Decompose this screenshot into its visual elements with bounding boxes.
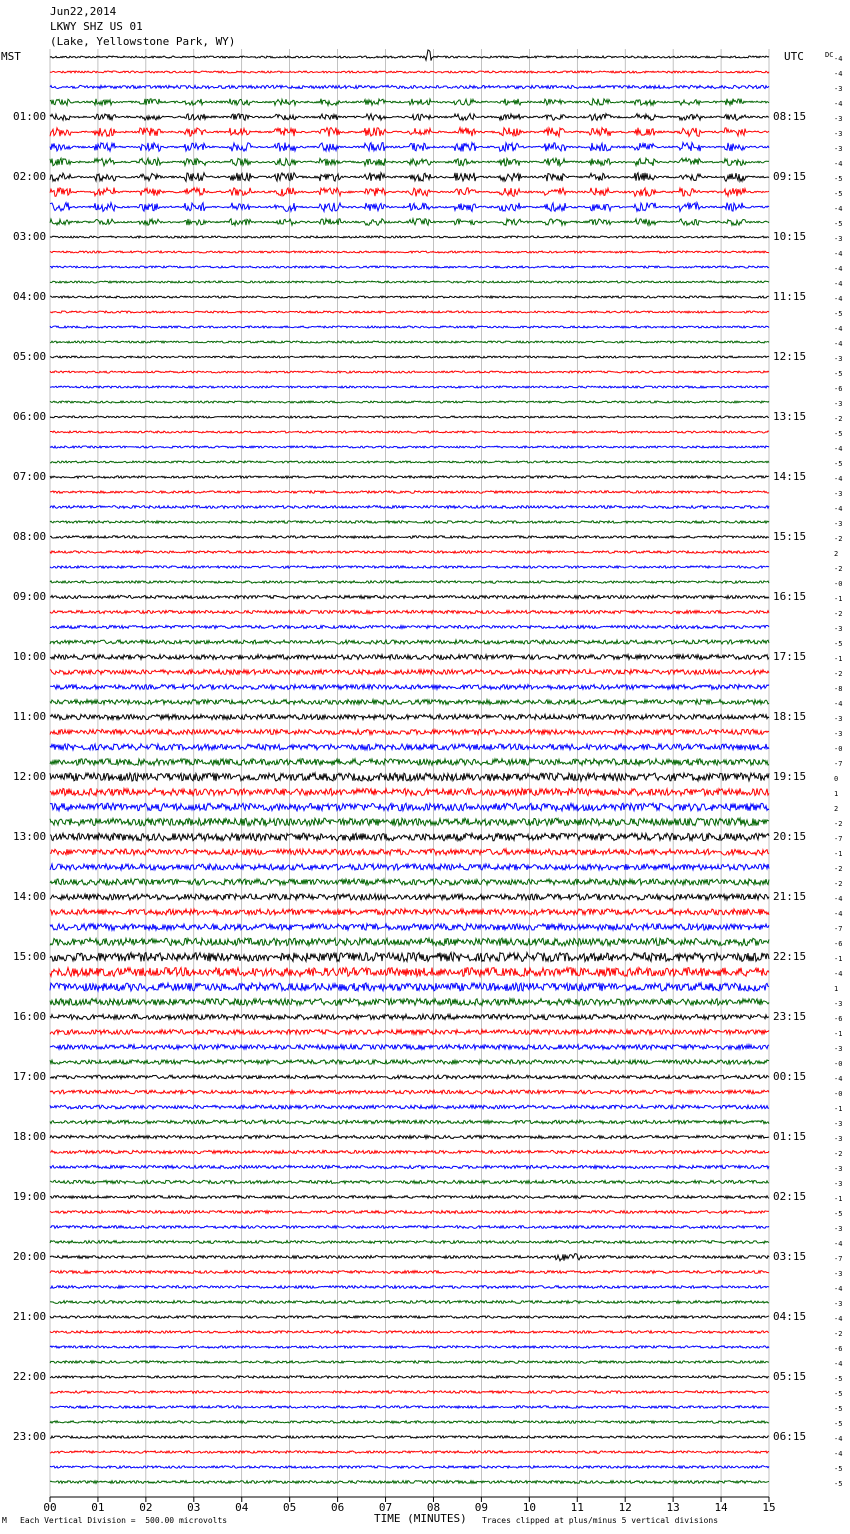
trace-row	[50, 188, 769, 197]
dc-offset-label: -4	[834, 265, 843, 273]
mst-hour-label: 02:00	[13, 170, 47, 183]
dc-offset-label: -2	[834, 415, 843, 423]
dc-offset-label: 2	[834, 550, 839, 558]
trace-row	[50, 1466, 769, 1468]
trace-row	[50, 85, 769, 88]
trace-row	[50, 356, 769, 358]
trace-row	[50, 1045, 769, 1050]
dc-offset-label: -5	[834, 190, 843, 198]
trace-row	[50, 251, 769, 253]
dc-offset-label: 1	[834, 985, 839, 993]
trace-row	[50, 311, 769, 313]
trace-row	[50, 714, 769, 719]
dc-offset-label: -4	[834, 910, 843, 918]
dc-offset-label: -5	[834, 640, 843, 648]
utc-hour-label: 20:15	[773, 830, 807, 843]
trace-row	[50, 1254, 769, 1261]
trace-row	[50, 1135, 769, 1138]
dc-offset-label: -3	[834, 235, 843, 243]
utc-hour-label: 16:15	[773, 590, 807, 603]
x-tick-label: 09	[474, 1501, 489, 1514]
dc-offset-label: -0	[834, 580, 843, 588]
dc-offset-label: -6	[834, 940, 843, 948]
trace-row	[50, 1196, 769, 1199]
mst-hour-label: 09:00	[13, 590, 47, 603]
trace-row	[50, 386, 769, 388]
x-tick-label: 10	[522, 1501, 536, 1514]
dc-offset-label: -4	[834, 205, 843, 213]
dc-offset-label: -4	[834, 340, 843, 348]
utc-hour-label: 05:15	[773, 1370, 807, 1383]
mst-hour-label: 07:00	[13, 470, 47, 483]
trace-row	[50, 536, 769, 538]
trace-row	[50, 401, 769, 403]
x-tick-label: 07	[378, 1501, 393, 1514]
x-tick-label: 13	[666, 1501, 680, 1514]
x-tick-label: 08	[426, 1501, 441, 1514]
x-tick-label: 11	[570, 1501, 584, 1514]
dc-label: DC	[825, 51, 834, 59]
dc-offset-label: -5	[834, 1465, 843, 1473]
trace-row	[50, 371, 769, 373]
trace-row	[50, 143, 769, 152]
trace-row	[50, 1301, 769, 1304]
dc-offset-label: -4	[834, 1075, 843, 1083]
dc-offset-label: -4	[834, 160, 843, 168]
trace-row	[50, 296, 769, 298]
dc-offset-label: -3	[834, 1135, 843, 1143]
station-code: LKWY SHZ US 01	[50, 20, 143, 33]
x-tick-label: 06	[330, 1501, 345, 1514]
trace-row	[50, 968, 769, 977]
trace-row	[50, 1060, 769, 1064]
trace-row	[50, 1241, 769, 1244]
mst-hour-label: 11:00	[13, 710, 47, 723]
dc-offset-label: -3	[834, 1120, 843, 1128]
trace-row	[50, 1286, 769, 1289]
dc-offset-label: -5	[834, 1210, 843, 1218]
dc-offset-label: -2	[834, 865, 843, 873]
trace-row	[50, 833, 769, 841]
x-tick-label: 05	[283, 1501, 297, 1514]
trace-row	[50, 99, 769, 106]
trace-row	[50, 1451, 769, 1453]
trace-row	[50, 341, 769, 343]
utc-hour-label: 12:15	[773, 350, 807, 363]
trace-row	[50, 700, 769, 705]
station-location: (Lake, Yellowstone Park, WY)	[50, 35, 236, 48]
x-tick-label: 04	[235, 1501, 249, 1514]
trace-row	[50, 1361, 769, 1363]
mst-hour-label: 10:00	[13, 650, 47, 663]
dc-offset-label: -2	[834, 880, 843, 888]
mst-zone-label: MST	[1, 50, 21, 63]
dc-offset-label: -3	[834, 130, 843, 138]
dc-offset-label: -4	[834, 1285, 843, 1293]
dc-offset-label: -5	[834, 220, 843, 228]
trace-row	[50, 266, 769, 268]
dc-offset-label: -5	[834, 460, 843, 468]
dc-offset-label: -3	[834, 520, 843, 528]
dc-offset-label: -0	[834, 1060, 843, 1068]
scale-text: Each Vertical Division = 500.00 microvolts	[20, 1516, 228, 1525]
dc-offset-label: -5	[834, 1420, 843, 1428]
trace-row	[50, 879, 769, 885]
dc-offset-label: -4	[834, 100, 843, 108]
dc-offset-label: -7	[834, 760, 843, 768]
trace-row	[50, 158, 769, 166]
mst-hour-label: 20:00	[13, 1250, 47, 1263]
dc-offset-label: -3	[834, 1300, 843, 1308]
trace-row	[50, 326, 769, 328]
trace-row	[50, 999, 769, 1006]
dc-offset-label: -4	[834, 445, 843, 453]
utc-hour-label: 09:15	[773, 170, 807, 183]
mst-hour-label: 19:00	[13, 1190, 47, 1203]
chart-date: Jun22,2014	[50, 5, 117, 18]
trace-row	[50, 1090, 769, 1094]
dc-offset-label: -5	[834, 310, 843, 318]
dc-offset-label: -4	[834, 895, 843, 903]
dc-offset-label: -5	[834, 1375, 843, 1383]
scale-mark: M	[2, 1516, 7, 1525]
mst-hour-label: 06:00	[13, 410, 47, 423]
dc-offset-label: -5	[834, 370, 843, 378]
utc-hour-label: 08:15	[773, 110, 807, 123]
trace-row	[50, 1346, 769, 1348]
trace-row	[50, 1075, 769, 1079]
trace-row	[50, 114, 769, 121]
dc-offset-label: -1	[834, 955, 843, 963]
trace-row	[50, 476, 769, 478]
dc-offset-label: -4	[834, 1360, 843, 1368]
dc-offset-label: -2	[834, 610, 843, 618]
dc-offset-label: -3	[834, 400, 843, 408]
utc-hour-label: 18:15	[773, 710, 807, 723]
mst-hour-label: 04:00	[13, 290, 47, 303]
dc-offset-label: 0	[834, 775, 839, 783]
dc-offset-label: -4	[834, 1315, 843, 1323]
trace-row	[50, 491, 769, 493]
x-tick-label: 01	[91, 1501, 105, 1514]
dc-offset-label: -4	[834, 1450, 843, 1458]
utc-hour-label: 19:15	[773, 770, 807, 783]
mst-hour-label: 16:00	[13, 1010, 47, 1023]
trace-row	[50, 1421, 769, 1423]
trace-row	[50, 1481, 769, 1484]
dc-offset-label: -3	[834, 1000, 843, 1008]
dc-offset-label: -3	[834, 715, 843, 723]
utc-hour-label: 06:15	[773, 1430, 807, 1443]
mst-hour-label: 15:00	[13, 950, 47, 963]
trace-row	[50, 670, 769, 675]
dc-offset-label: -5	[834, 430, 843, 438]
seismic-traces	[50, 50, 769, 1483]
dc-offset-label: -3	[834, 1225, 843, 1233]
trace-row	[50, 938, 769, 946]
dc-offset-label: -1	[834, 1195, 843, 1203]
dc-offset-label: -3	[834, 490, 843, 498]
dc-offset-label: 1	[834, 790, 839, 798]
trace-row	[50, 1165, 769, 1168]
trace-row	[50, 595, 769, 598]
dc-offset-label: -2	[834, 670, 843, 678]
dc-offset-label: -4	[834, 475, 843, 483]
mst-hour-label: 21:00	[13, 1310, 47, 1323]
dc-offset-label: -0	[834, 1090, 843, 1098]
trace-row	[50, 759, 769, 765]
trace-row	[50, 803, 769, 811]
trace-row	[50, 461, 769, 463]
utc-hour-label: 13:15	[773, 410, 807, 423]
trace-row	[50, 685, 769, 690]
dc-offset-label: 2	[834, 805, 839, 813]
dc-offset-label: -3	[834, 1180, 843, 1188]
mst-hour-label: 18:00	[13, 1130, 47, 1143]
dc-offset-label: -6	[834, 1345, 843, 1353]
trace-row	[50, 521, 769, 523]
trace-row	[50, 1436, 769, 1438]
dc-offset-label: -6	[834, 385, 843, 393]
dc-offset-label: -3	[834, 1045, 843, 1053]
dc-offset-label: -7	[834, 835, 843, 843]
x-tick-label: 03	[187, 1501, 201, 1514]
dc-offset-label: -6	[834, 1015, 843, 1023]
dc-offset-label: -2	[834, 1150, 843, 1158]
trace-row	[50, 1014, 769, 1019]
trace-row	[50, 1120, 769, 1124]
dc-offset-label: -5	[834, 175, 843, 183]
utc-hour-label: 22:15	[773, 950, 807, 963]
utc-hour-label: 15:15	[773, 530, 807, 543]
trace-row	[50, 894, 769, 900]
trace-row	[50, 1150, 769, 1153]
trace-row	[50, 1316, 769, 1318]
x-axis-title: TIME (MINUTES)	[374, 1512, 467, 1525]
x-tick-label: 12	[618, 1501, 632, 1514]
dc-offset-label: -3	[834, 625, 843, 633]
trace-row	[50, 1271, 769, 1274]
trace-row	[50, 924, 769, 930]
trace-row	[50, 219, 769, 226]
trace-row	[50, 431, 769, 433]
dc-offset-label: -4	[834, 1435, 843, 1443]
dc-offset-label: -2	[834, 1330, 843, 1338]
dc-offset-label: -3	[834, 1270, 843, 1278]
dc-offset-label: -0	[834, 745, 843, 753]
mst-hour-label: 01:00	[13, 110, 47, 123]
dc-offset-label: -7	[834, 925, 843, 933]
trace-row	[50, 128, 769, 137]
utc-hour-label: 11:15	[773, 290, 807, 303]
trace-row	[50, 818, 769, 826]
mst-hour-label: 23:00	[13, 1430, 47, 1443]
dc-offset-label: -4	[834, 250, 843, 258]
trace-row	[50, 849, 769, 855]
trace-row	[50, 1105, 769, 1109]
trace-row	[50, 655, 769, 660]
trace-row	[50, 625, 769, 628]
dc-offset-label: -1	[834, 655, 843, 663]
dc-offset-label: -4	[834, 700, 843, 708]
utc-hour-label: 00:15	[773, 1070, 807, 1083]
x-tick-label: 00	[43, 1501, 57, 1514]
trace-row	[50, 953, 769, 962]
trace-row	[50, 640, 769, 644]
trace-row	[50, 610, 769, 613]
utc-hour-label: 17:15	[773, 650, 807, 663]
trace-row	[50, 1391, 769, 1393]
dc-offset-label: -3	[834, 145, 843, 153]
dc-offset-label: -2	[834, 535, 843, 543]
dc-offset-label: -3	[834, 1165, 843, 1173]
dc-offset-label: -3	[834, 115, 843, 123]
mst-hour-label: 14:00	[13, 890, 47, 903]
dc-offset-label: -1	[834, 595, 843, 603]
utc-hour-label: 21:15	[773, 890, 807, 903]
trace-row	[50, 1226, 769, 1229]
trace-row	[50, 1376, 769, 1378]
x-tick-label: 15	[762, 1501, 776, 1514]
trace-row	[50, 983, 769, 991]
trace-row	[50, 416, 769, 418]
trace-row	[50, 203, 769, 212]
dc-offset-label: -3	[834, 85, 843, 93]
dc-offset-label: -7	[834, 1255, 843, 1263]
dc-offset-label: -8	[834, 685, 843, 693]
dc-offset-label: -4	[834, 325, 843, 333]
x-tick-label: 14	[714, 1501, 728, 1514]
trace-row	[50, 909, 769, 915]
trace-row	[50, 50, 769, 61]
utc-hour-label: 01:15	[773, 1130, 807, 1143]
dc-offset-label: -3	[834, 355, 843, 363]
mst-hour-label: 12:00	[13, 770, 47, 783]
utc-zone-label: UTC	[784, 50, 804, 63]
trace-row	[50, 864, 769, 870]
trace-row	[50, 506, 769, 509]
dc-offset-label: -4	[834, 295, 843, 303]
trace-row	[50, 1180, 769, 1183]
trace-row	[50, 236, 769, 238]
trace-row	[50, 71, 769, 73]
trace-row	[50, 773, 769, 781]
trace-row	[50, 744, 769, 750]
dc-offset-label: -4	[834, 505, 843, 513]
utc-hour-label: 10:15	[773, 230, 807, 243]
dc-offset-label: -3	[834, 730, 843, 738]
dc-offset-label: -2	[834, 820, 843, 828]
trace-row	[50, 581, 769, 583]
mst-hour-label: 13:00	[13, 830, 47, 843]
clip-note: Traces clipped at plus/minus 5 vertical divisions	[482, 1516, 719, 1525]
dc-offset-label: -1	[834, 1030, 843, 1038]
trace-row	[50, 446, 769, 448]
utc-hour-label: 03:15	[773, 1250, 807, 1263]
utc-hour-label: 14:15	[773, 470, 807, 483]
dc-offset-label: -4	[834, 70, 843, 78]
utc-hour-label: 23:15	[773, 1010, 807, 1023]
mst-hour-label: 08:00	[13, 530, 47, 543]
utc-hour-label: 02:15	[773, 1190, 807, 1203]
utc-hour-label: 04:15	[773, 1310, 807, 1323]
mst-hour-label: 03:00	[13, 230, 47, 243]
dc-offset-label: -4	[834, 1240, 843, 1248]
trace-row	[50, 173, 769, 182]
trace-row	[50, 566, 769, 568]
mst-hour-label: 05:00	[13, 350, 47, 363]
trace-row	[50, 729, 769, 734]
x-tick-label: 02	[139, 1501, 153, 1514]
mst-hour-label: 17:00	[13, 1070, 47, 1083]
trace-row	[50, 788, 769, 795]
dc-offset-label: -5	[834, 1390, 843, 1398]
dc-offset-label: -1	[834, 850, 843, 858]
trace-row	[50, 1331, 769, 1333]
trace-row	[50, 1406, 769, 1408]
dc-offset-label: -2	[834, 565, 843, 573]
trace-row	[50, 551, 769, 553]
trace-row	[50, 1211, 769, 1214]
mst-hour-label: 22:00	[13, 1370, 47, 1383]
dc-offset-label: -4	[834, 280, 843, 288]
dc-offset-label: -4	[834, 970, 843, 978]
trace-row	[50, 1030, 769, 1035]
dc-offset-label: -5	[834, 1480, 843, 1488]
dc-offset-label: -5	[834, 1405, 843, 1413]
dc-offset-label: -4	[834, 55, 843, 63]
trace-row	[50, 281, 769, 283]
dc-offset-label: -1	[834, 1105, 843, 1113]
